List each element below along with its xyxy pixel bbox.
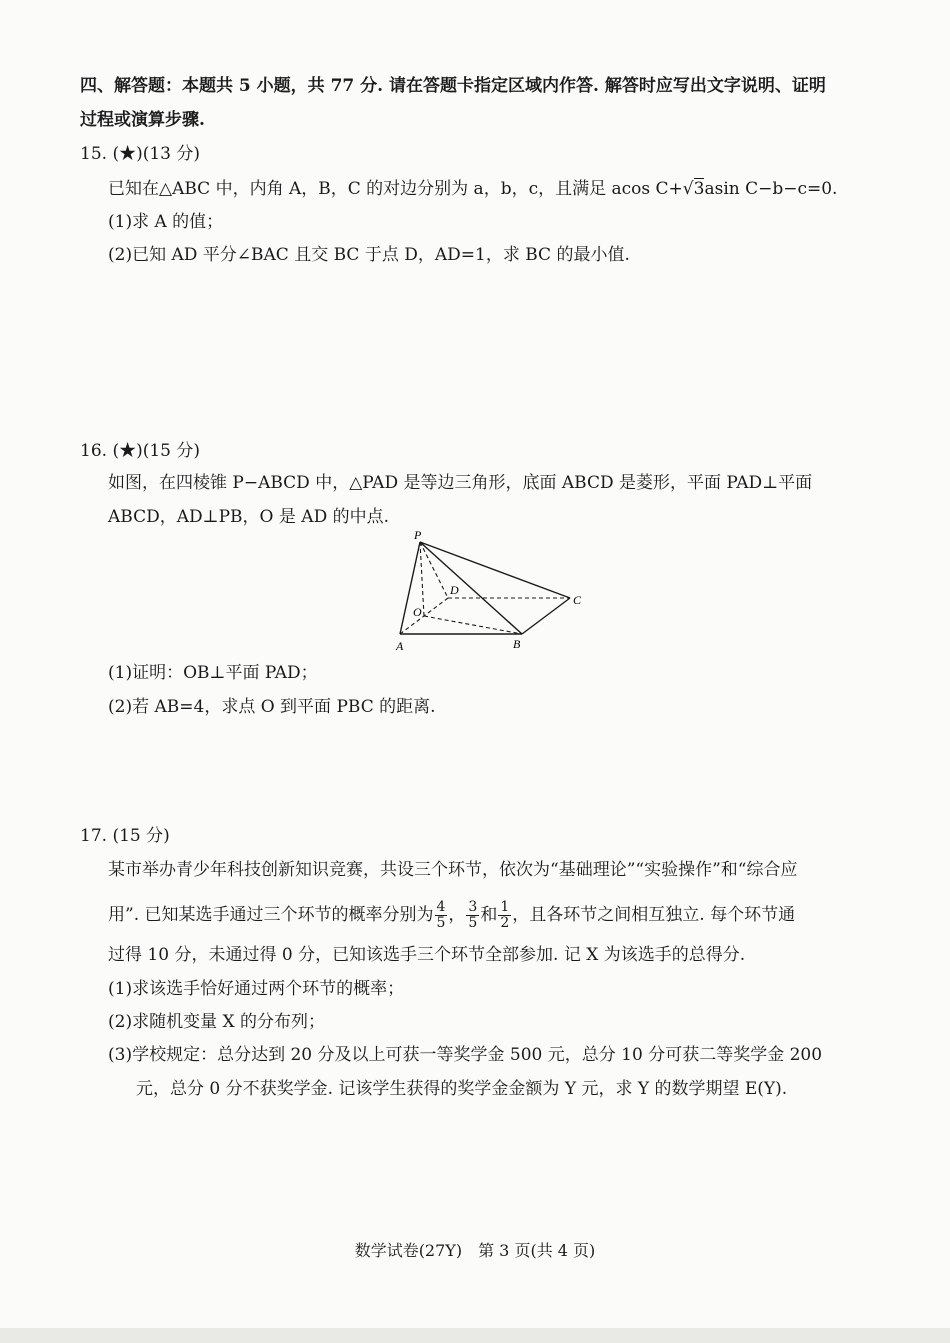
label-p: P [414,528,422,542]
section-header-line1: 四、解答题：本题共 5 小题，共 77 分. 请在答题卡指定区域内作答. 解答时应写出文字说明、证明 [80,76,826,96]
label-b: B [513,637,521,651]
q17-line2-a: 用”. 已知某选手通过三个环节的概率分别为 [108,905,434,925]
q17-part2: (2)求随机变量 X 的分布列； [108,1012,325,1032]
q15-part2: (2)已知 AD 平分∠BAC 且交 BC 于点 D，AD=1，求 BC 的最小值. [108,245,630,265]
q15-stem-a: 已知在△ABC 中，内角 A，B，C 的对边分别为 a，b，c，且满足 acos C+ [108,179,683,199]
q17-part3-line2: 元，总分 0 分不获奖学金. 记该学生获得的奖学金金额为 Y 元，求 Y 的数学期望 E(Y). [136,1079,788,1099]
sqrt-sign: √ [682,179,694,199]
section-header-line2: 过程或演算步骤. [80,110,205,130]
q15-stem-b: asin C−b−c=0. [704,179,838,199]
sqrt-content: 3 [693,179,705,199]
pyramid-figure [386,528,596,653]
q16-part2: (2)若 AB=4，求点 O 到平面 PBC 的距离. [108,697,436,717]
fraction-1-2: $\frac{1}{2}$ [500,899,510,931]
label-d: D [450,583,459,597]
q17-part3-line1: (3)学校规定：总分达到 20 分及以上可获一等奖学金 500 元，总分 10 分可获二等奖学金 200 [108,1045,823,1065]
scan-bottom-strip [0,1328,950,1343]
q16-stem-line2: ABCD，AD⊥PB，O 是 AD 的中点. [108,507,390,527]
q17-line2-b: ，且各环节之间相互独立. 每个环节通 [512,905,796,925]
q17-number: 17. (15 分) [80,826,170,846]
q16-number: 16. (★)(15 分) [80,441,201,461]
q16-stem-line1: 如图，在四棱锥 P−ABCD 中，△PAD 是等边三角形，底面 ABCD 是菱形，平面 PAD⊥平面 [108,473,813,493]
q17-line1: 某市举办青少年科技创新知识竞赛，共设三个环节，依次为“基础理论”“实验操作”和“综合应 [108,860,798,880]
label-o: O [413,605,422,619]
page-footer: 数学试卷(27Y) 第 3 页(共 4 页) [354,1241,596,1260]
q15-stem [108,177,837,201]
q17-part1: (1)求该选手恰好通过两个环节的概率； [108,979,405,999]
q15-part1: (1)求 A 的值； [108,212,224,232]
q16-part1: (1)证明：OB⊥平面 PAD； [108,663,318,683]
label-a: A [396,639,404,653]
label-c: C [573,593,582,607]
q17-line2: 用”. 已知某选手通过三个环节的概率分别为 $\frac{4}{5}$ ， $\frac{3}{5}$ 和 $\frac{1}{2}$ ，且各环节之间相互独立. 每个环节通 [108,899,796,931]
q17-line3: 过得 10 分，未通过得 0 分，已知该选手三个环节全部参加. 记 X 为该选手的总得分. [108,945,746,965]
q15-number: 15. (★)(13 分) [80,144,201,164]
fraction-4-5: $\frac{4}{5}$ [436,899,446,931]
fraction-3-5: $\frac{3}{5}$ [468,899,478,931]
